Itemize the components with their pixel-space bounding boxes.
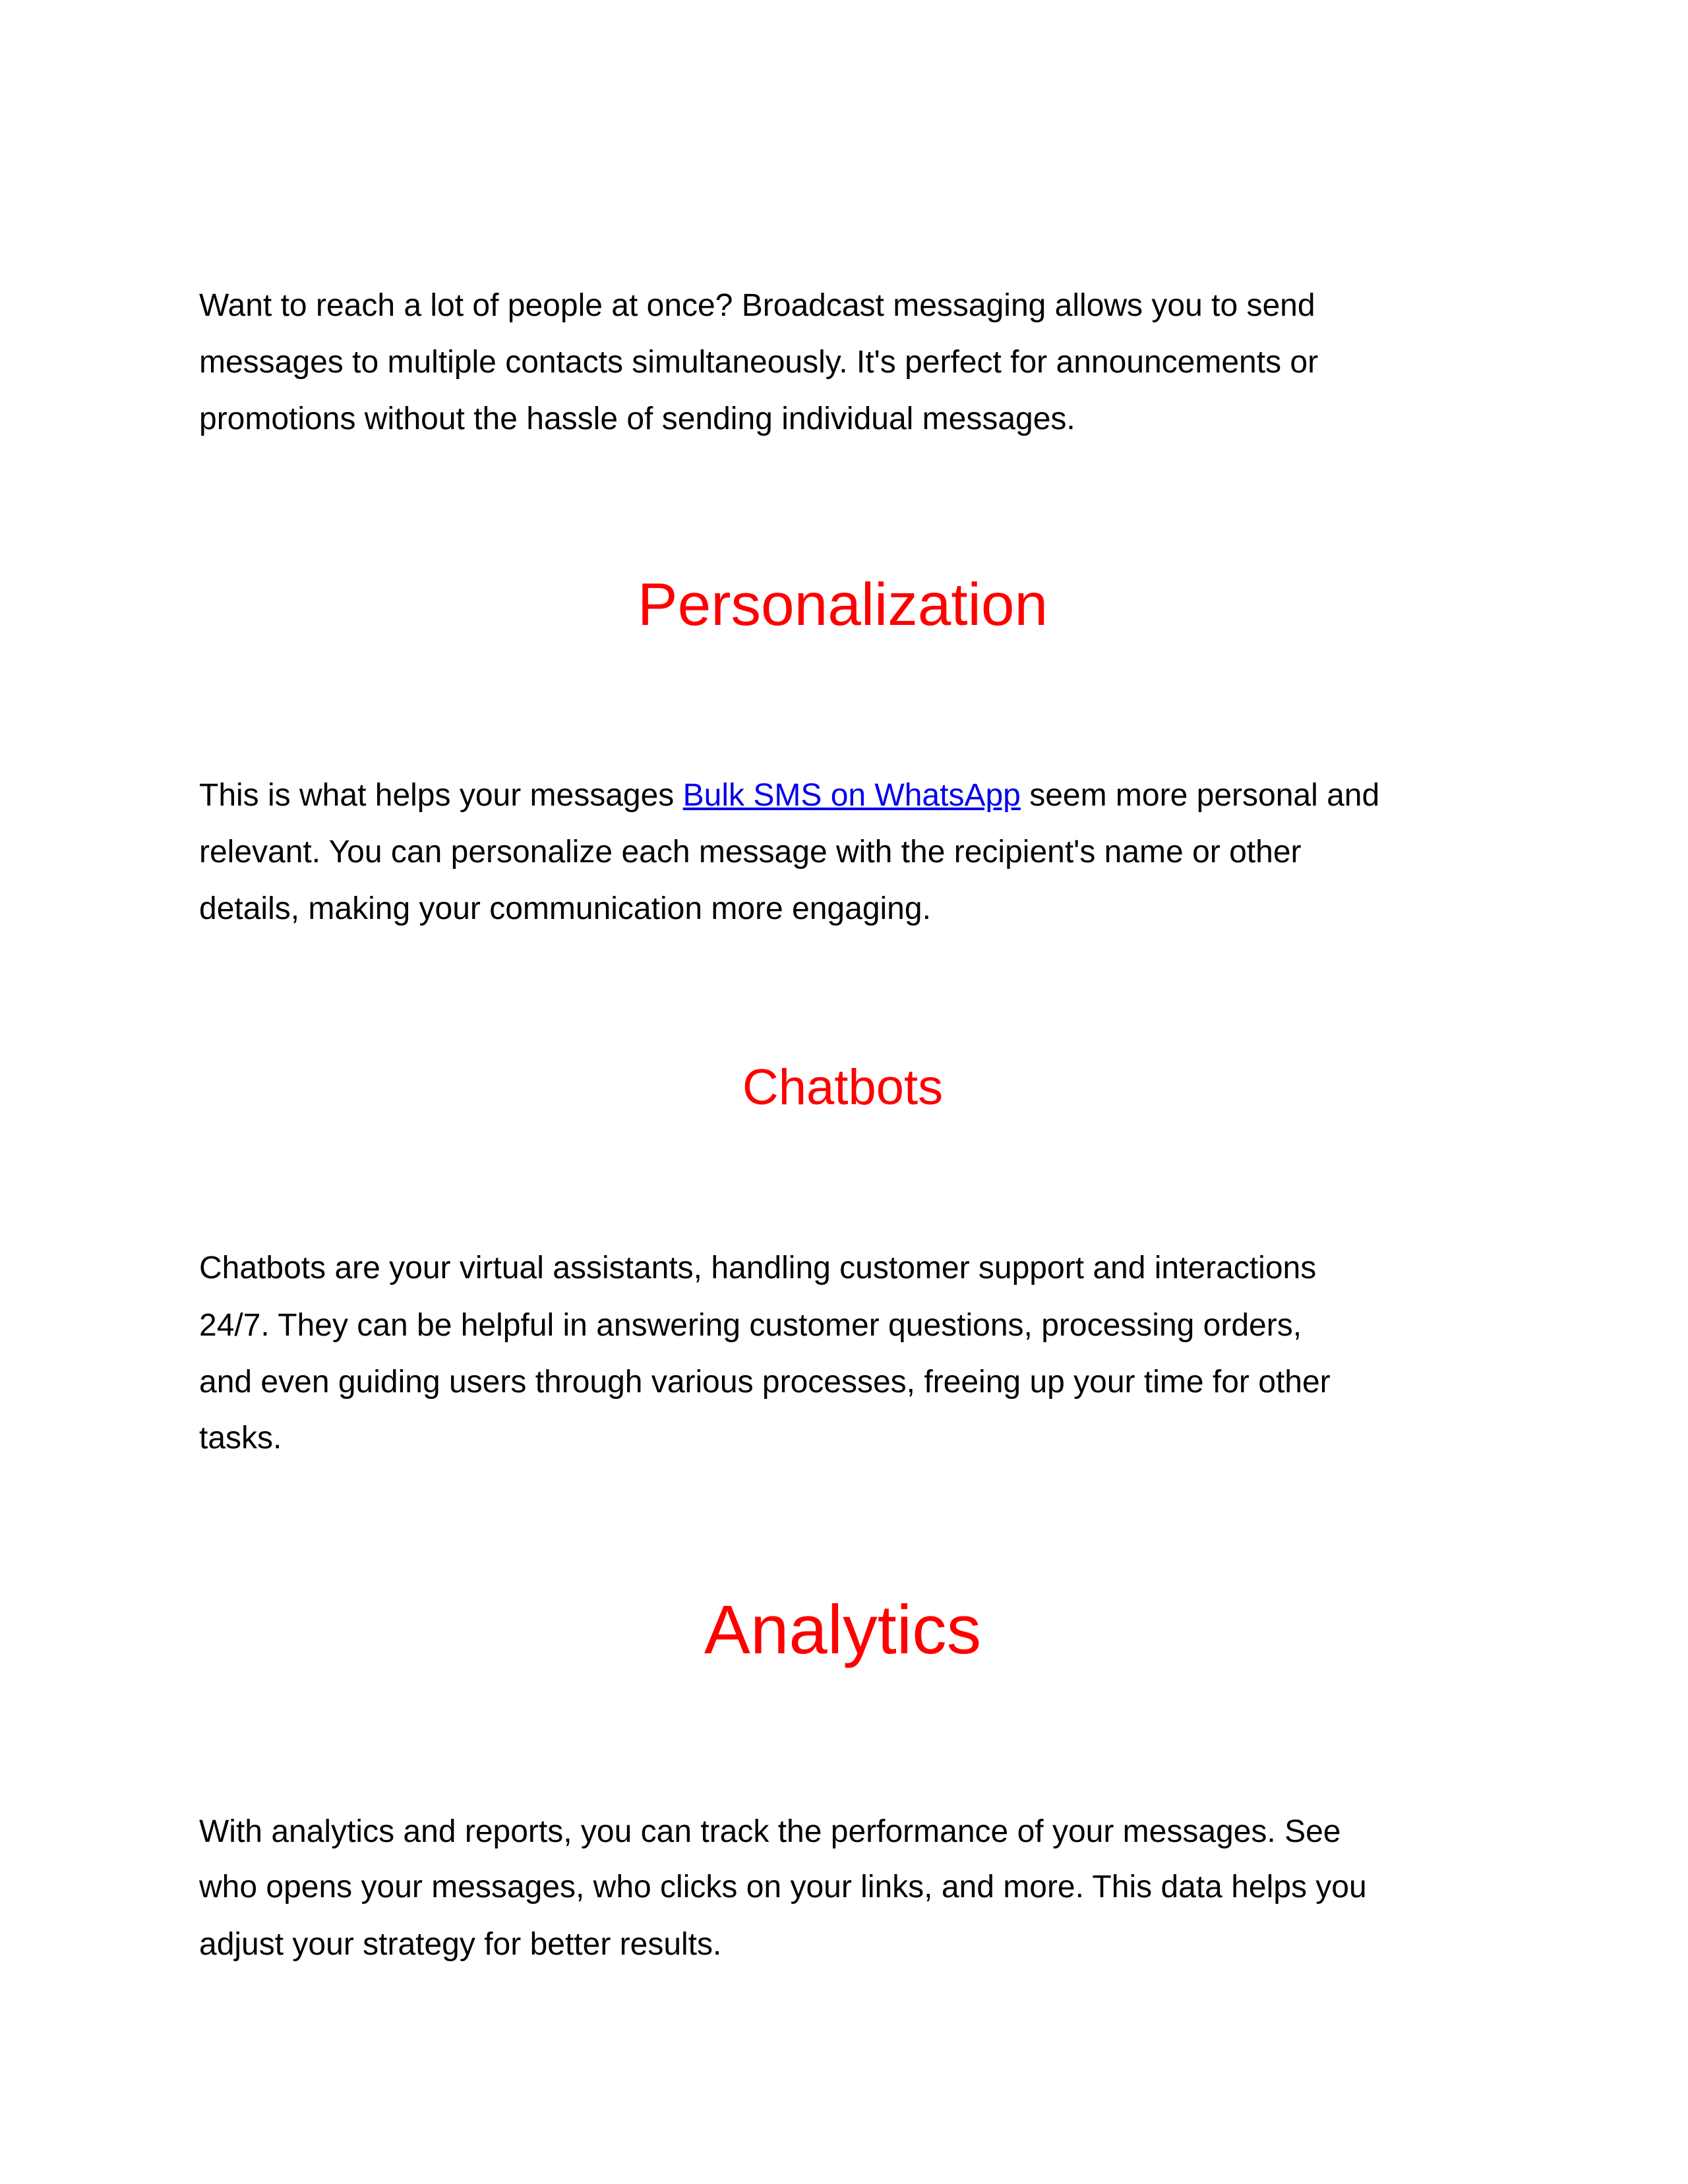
heading-personalization: Personalization bbox=[637, 572, 1048, 638]
text-line: With analytics and reports, you can track the performance of your messages. See bbox=[199, 1814, 1341, 1849]
text-line: adjust your strategy for better results. bbox=[199, 1927, 722, 1962]
text-line: 24/7. They can be helpful in answering customer questions, processing orders, bbox=[199, 1308, 1302, 1343]
heading-chatbots: Chatbots bbox=[742, 1059, 944, 1115]
text-span: seem more personal and bbox=[1020, 778, 1380, 813]
text-line: messages to multiple contacts simultaneously. It's perfect for announcements or bbox=[199, 345, 1319, 380]
text-line: who opens your messages, who clicks on your links, and more. This data helps you bbox=[199, 1870, 1367, 1904]
text-line: Want to reach a lot of people at once? Broadcast messaging allows you to send bbox=[199, 288, 1315, 323]
text-line bbox=[199, 767, 1379, 824]
text-line: and even guiding users through various processes, freeing up your time for other bbox=[199, 1365, 1331, 1400]
text-line: relevant. You can personalize each message with the recipient's name or other bbox=[199, 835, 1302, 870]
text-line: Chatbots are your virtual assistants, handling customer support and interactions bbox=[199, 1251, 1317, 1285]
bulk-sms-whatsapp-link[interactable]: Bulk SMS on WhatsApp bbox=[682, 778, 1021, 813]
text-line: tasks. bbox=[199, 1421, 282, 1456]
text-line: details, making your communication more engaging. bbox=[199, 891, 931, 926]
text-span: This is what helps your messages bbox=[199, 778, 683, 813]
text-line: promotions without the hassle of sending individual messages. bbox=[199, 401, 1075, 436]
heading-analytics: Analytics bbox=[704, 1591, 982, 1668]
